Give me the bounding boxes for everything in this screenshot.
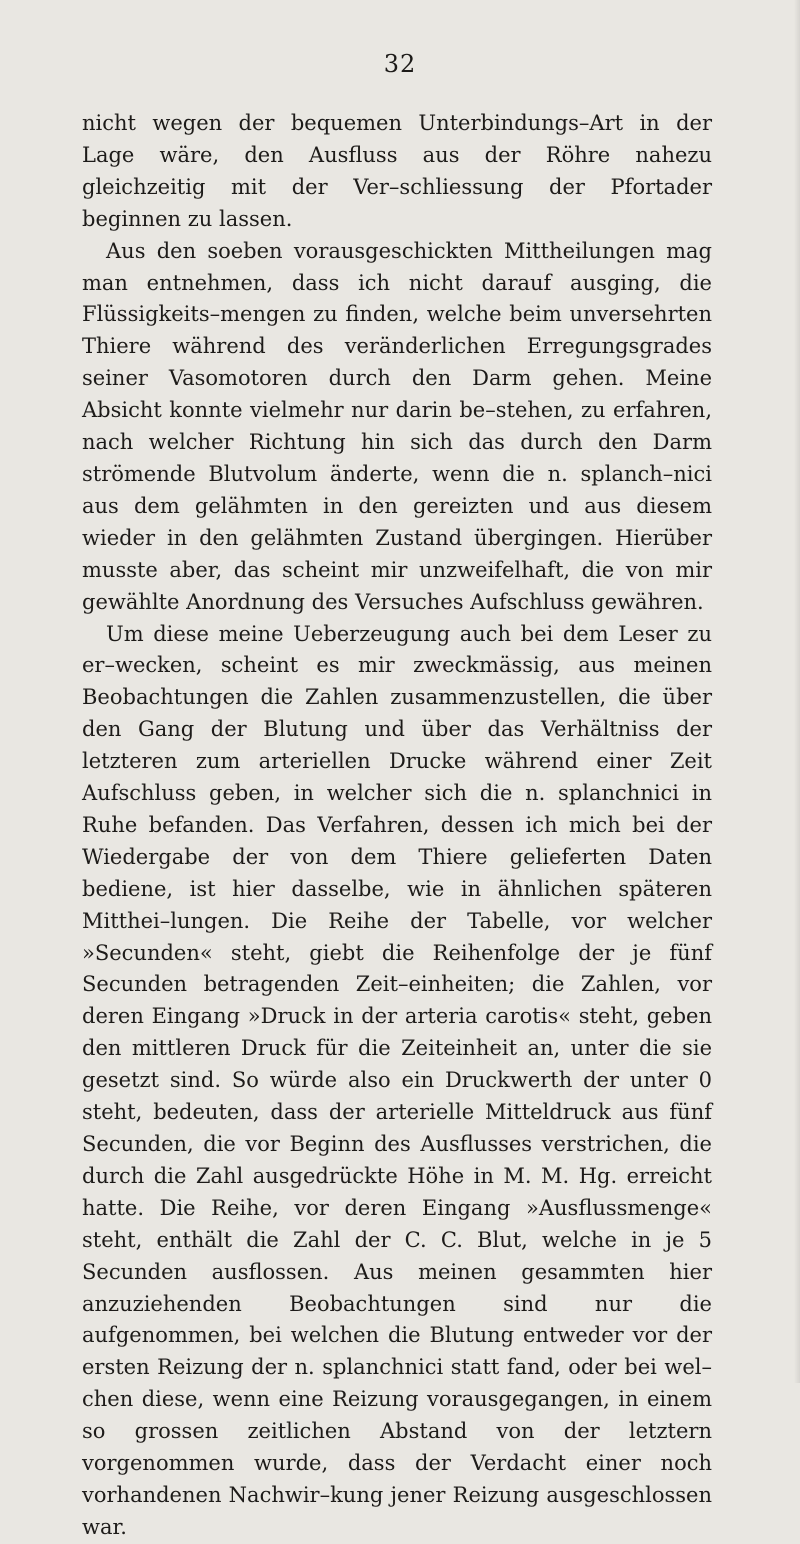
- page-edge-shadow: [794, 0, 800, 1383]
- paragraph-mittheilungen: Aus den soeben vorausgeschickten Mittheilungen mag man entnehmen, dass ich nicht darauf ausging, die Flüssigkeits–mengen zu finden, welche beim unversehrten Thiere während des veränderlichen Erregungsgrades seiner Vasomotoren durch den Darm gehen. Meine Absicht konnte vielmehr nur darin be–stehen, zu erfahren, nach welcher Richtung hin sich das durch den Darm strömende Blutvolum änderte, wenn die n. splanch–nici aus dem gelähmten in den gereizten und aus diesem wieder in den gelähmten Zustand übergingen. Hierüber musste aber, das scheint mir unzweifelhaft, die von mir gewählte Anordnung des Versuches Aufschluss gewähren.: [82, 238, 712, 614]
- page-number: 32: [383, 50, 417, 78]
- paragraph-ueberzeugung: Um diese meine Ueberzeugung auch bei dem Leser zu er–wecken, scheint es mir zweckmässig, aus meinen Beobachtungen die Zahlen zusammenzustellen, die über den Gang der Blutung und über das Verhältniss der letzteren zum arteriellen Drucke während einer Zeit Aufschluss geben, in welcher sich die n. splanchnici in Ruhe befanden. Das Verfahren, dessen ich mich bei der Wiedergabe der von dem Thiere gelieferten Daten bediene, ist hier dasselbe, wie in ähnlichen späteren Mitthei–lungen. Die Reihe der Tabelle, vor welcher »Secunden« steht, giebt die Reihenfolge der je fünf Secunden betragenden Zeit–einheiten; die Zahlen, vor deren Eingang »Druck in der arteria carotis« steht, geben den mittleren Druck für die Zeiteinheit an, unter die sie gesetzt sind. So würde also ein Druckwerth der unter 0 steht, bedeuten, dass der arterielle Mitteldruck aus fünf Secunden, die vor Beginn des Ausflusses verstrichen, die durch die Zahl ausgedrückte Höhe in M. M. Hg. erreicht hatte. Die Reihe, vor deren Eingang »Ausflussmenge« steht, enthält die Zahl der C. C. Blut, welche in je 5 Secunden ausflossen. Aus meinen gesammten hier anzuziehenden Beobachtungen sind nur die aufgenommen, bei welchen die Blutung entweder vor der ersten Reizung der n. splanchnici statt fand, oder bei wel–chen diese, wenn eine Reizung vorausgegangen, in einem so grossen zeitlichen Abstand von der letztern vorgenommen wurde, dass der Verdacht einer noch vorhandenen Nachwir–kung jener Reizung ausgeschlossen war.: [82, 621, 712, 1539]
- body-text: [82, 108, 712, 1544]
- paragraph-continuation: nicht wegen der bequemen Unterbindungs–Art in der Lage wäre, den Ausfluss aus der Röhre nahezu gleichzeitig mit der Ver–schliessung der Pfortader beginnen zu lassen.: [82, 111, 712, 231]
